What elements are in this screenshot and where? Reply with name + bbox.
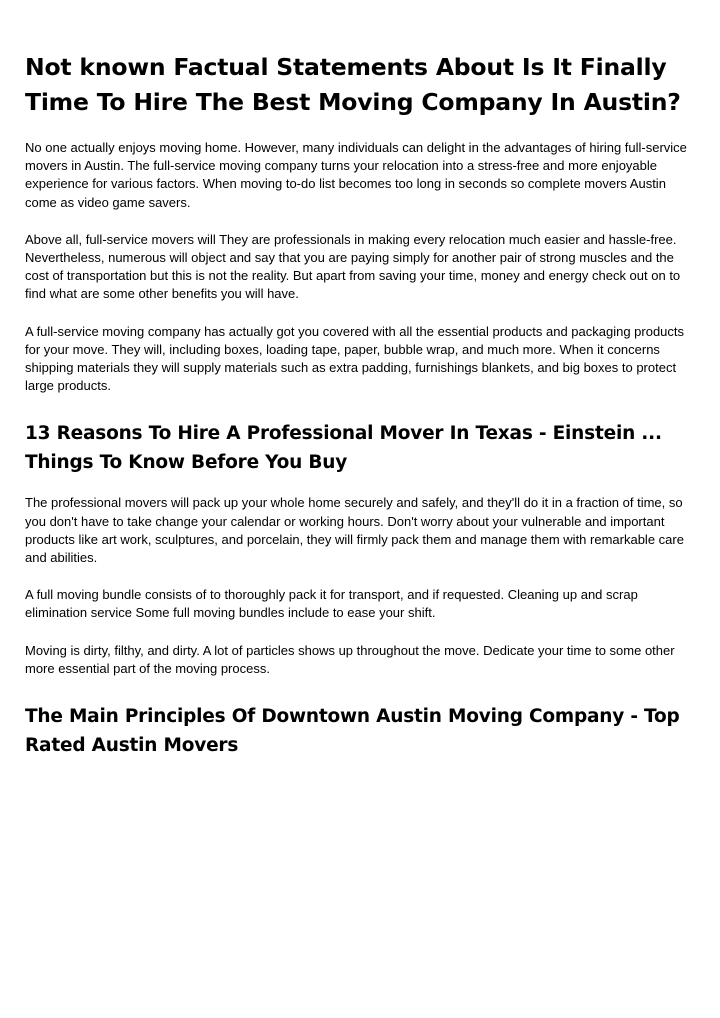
page-title: Not known Factual Statements About Is It Finally Time To Hire The Best Moving Company In Austin? [25,53,681,116]
section-heading: The Main Principles Of Downtown Austin Moving Company - Top Rated Austin Movers [25,706,680,757]
paragraph: The professional movers will pack up your whole home securely and safely, and they'll do it in a fraction of time, so you don't have to take change your calendar or working hours. Don't worry about your vulnerable and important products like art work, sculptures, and porcelain, they will firmly pack them and manage them with remarkable care and abilities. [25,495,684,566]
paragraph: Moving is dirty, filthy, and dirty. A lot of particles shows up throughout the move. Dedicate your time to some other more essential part of the moving process. [25,642,675,676]
paragraph: A full moving bundle consists of to thoroughly pack it for transport, and if requested. Cleaning up and scrap elimination service Some full moving bundles include to ease your shift. [25,587,638,621]
section-heading: 13 Reasons To Hire A Professional Mover In Texas - Einstein ... Things To Know Before You Buy [25,423,662,474]
paragraph: Above all, full-service movers will They are professionals in making every relocation much easier and hassle-free. Nevertheless, numerous will object and say that you are paying simply for another pair of strong muscles and the cost of transportation but this is not the reality. But apart from saving your time, money and energy check out on to find what are some other benefits you will have. [25,231,681,302]
document-page [25,50,690,777]
paragraph: A full-service moving company has actually got you covered with all the essential products and packaging products for your move. They will, including boxes, loading tape, paper, bubble wrap, and much more. When it concerns shipping materials they will supply materials such as extra padding, furnishings blankets, and big boxes to protect large products. [25,323,685,394]
paragraph: No one actually enjoys moving home. However, many individuals can delight in the advantages of hiring full-service movers in Austin. The full-service moving company turns your relocation into a stress-free and more enjoyable experience for various factors. When moving to-do list becomes too long in seconds so complete movers Austin come as video game savers. [25,140,687,210]
